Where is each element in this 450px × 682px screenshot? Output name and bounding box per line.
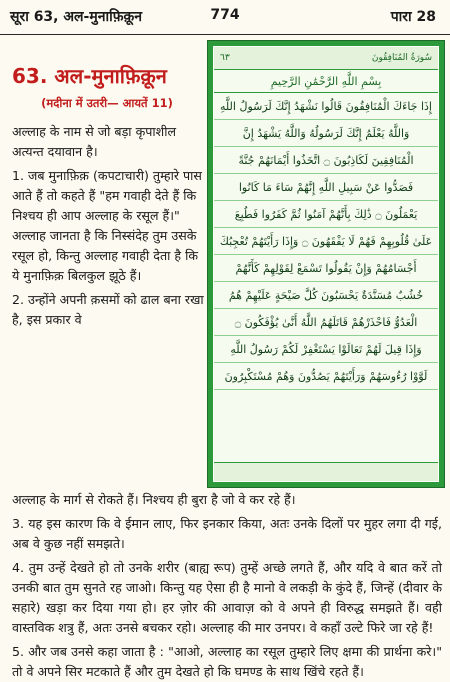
surah-running-title: सूरा 63, अल-मुनाफ़िक़ून	[10, 9, 143, 25]
para-label: पारा 28	[390, 9, 436, 25]
arabic-line: وَإِذَا قِيلَ لَهُمْ تَعَالَوْا يَسْتَغْفِرْ لَكُمْ رَسُولُ اللَّهِ	[214, 336, 438, 363]
chapter-title: 63. अल-मुनाफ़िक़ून	[12, 64, 167, 88]
verse-2-start: 2. उन्होंने अपनी क़समों को ढाल बना रखा है, इस प्रकार वे	[12, 292, 204, 327]
verse-3: 3. यह इस कारण कि वे ईमान लाए, फिर इनकार किया, अतः उनके दिलों पर मुहर लगा दी गई, अब वे कुछ नहीं समझते।	[12, 516, 442, 551]
arabic-panel-header	[214, 47, 438, 70]
page-header	[0, 0, 450, 35]
arabic-text-panel	[207, 40, 445, 488]
arabic-surah-number: ٦٣	[220, 53, 230, 63]
arabic-line: الْمُنَافِقِينَ لَكَاذِبُونَ ۝ اتَّخَذُوا أَيْمَانَهُمْ جُنَّةً	[214, 147, 438, 174]
opening-invocation: अल्लाह के नाम से जो बड़ा कृपाशील अत्यन्त दयावान है।	[12, 124, 177, 159]
arabic-line: فَصَدُّوا عَنْ سَبِيلِ اللَّهِ إِنَّهُمْ سَاءَ مَا كَانُوا	[214, 174, 438, 201]
arabic-panel-footer	[214, 462, 438, 481]
basmala: بِسْمِ اللَّهِ الرَّحْمَٰنِ الرَّحِيمِ	[214, 70, 438, 93]
arabic-line: الْعَدُوُّ فَاحْذَرْهُمْ قَاتَلَهُمُ اللَّهُ أَنَّىٰ يُؤْفَكُونَ ۝	[214, 309, 438, 336]
page-number: 774	[210, 7, 240, 23]
left-text-column	[12, 122, 204, 330]
arabic-line: وَاللَّهُ يَعْلَمُ إِنَّكَ لَرَسُولُهُ وَاللَّهُ يَشْهَدُ إِنَّ	[214, 120, 438, 147]
arabic-panel-inner	[213, 46, 439, 482]
arabic-surah-name: سُورَةُ المُنَافِقُونَ	[371, 53, 432, 63]
arabic-line: خُشُبٌ مُسَنَّدَةٌ يَحْسَبُونَ كُلَّ صَيْحَةٍ عَلَيْهِمْ هُمُ	[214, 282, 438, 309]
verse-1: 1. जब मुनाफ़िक़ (कपटाचारी) तुम्हारे पास आते हैं तो कहते हैं "हम गवाही देते हैं कि निश्चय ही आप अल्लाह के रसूल हैं।" अल्लाह जानता है कि निस्संदेह तुम उसके रसूल हो, किन्तु अल्लाह गवाही देता है कि ये मुनाफ़िक़ बिलकुल झूठे हैं।	[12, 168, 202, 283]
full-width-text	[12, 490, 442, 682]
arabic-line: لَوَّوْا رُءُوسَهُمْ وَرَأَيْتَهُمْ يَصُدُّونَ وَهُمْ مُسْتَكْبِرُونَ	[214, 363, 438, 390]
arabic-line: يَعْمَلُونَ ۝ ذَٰلِكَ بِأَنَّهُمْ آمَنُوا ثُمَّ كَفَرُوا فَطُبِعَ	[214, 201, 438, 228]
arabic-line: إِذَا جَاءَكَ الْمُنَافِقُونَ قَالُوا نَشْهَدُ إِنَّكَ لَرَسُولُ اللَّهِ	[214, 93, 438, 120]
verse-5: 5. और जब उनसे कहा जाता है : "आओ, अल्लाह का रसूल तुम्हारे लिए क्षमा की प्रार्थना करे।" तो वे अपने सिर मटकाते हैं और तुम देखते हो कि घमण्ड के साथ खिंचे रहते हैं।	[12, 644, 442, 679]
chapter-subtitle: (मदीना में उतरी— आयतें 11)	[41, 96, 173, 110]
verse-2-end: अल्लाह के मार्ग से रोकते हैं। निश्चय ही बुरा है जो वे कर रहे हैं।	[12, 492, 296, 507]
arabic-line: عَلَىٰ قُلُوبِهِمْ فَهُمْ لَا يَفْقَهُونَ ۝ وَإِذَا رَأَيْتَهُمْ تُعْجِبُكَ	[214, 228, 438, 255]
arabic-line: أَجْسَامُهُمْ وَإِنْ يَقُولُوا تَسْمَعْ لِقَوْلِهِمْ كَأَنَّهُمْ	[214, 255, 438, 282]
verse-4: 4. तुम उन्हें देखते हो तो उनके शरीर (बाह्य रूप) तुम्हें अच्छे लगते हैं, और यदि वे बात करें तो उनकी बात तुम सुनते रह जाओ। किन्तु यह ऐसा ही है मानो वे लकड़ी के कुंदे हैं, जिन्हें (दीवार के सहारे) खड़ा कर दिया गया हो। हर ज़ोर की आवाज़ को वे अपने ही विरुद्ध समझते हैं। वही वास्तविक शत्रु हैं, अतः उनसे बचकर रहो। अल्लाह की मार उनपर। वे कहाँ उल्टे फिरे जा रहे हैं!	[12, 560, 442, 635]
